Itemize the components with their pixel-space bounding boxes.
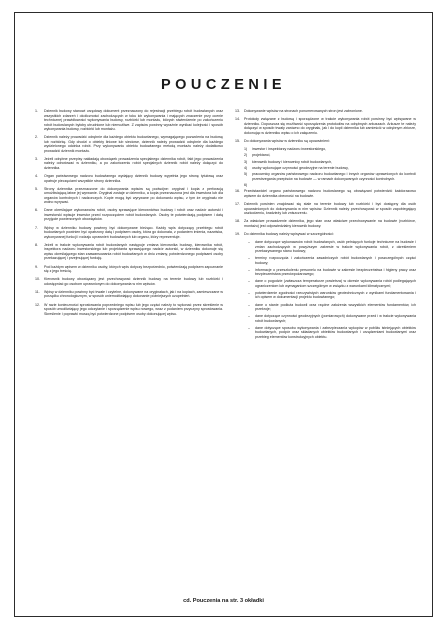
sub-item xyxy=(244,153,416,158)
item-text: Dane określające wykonawców robót, osoby sprawujące kierownictwo budowy i robót oraz nadzór autorski i inwestorski wpisuje inwestor przed rozpoczęciem robót budowlanych. Osoby te potwierdzają podpisem i datą przyjęcie powierzonych obowiązków. xyxy=(44,208,223,222)
sub-item-label: 2) xyxy=(244,153,248,158)
instruction-item xyxy=(235,117,416,135)
item-number: 4. xyxy=(35,174,38,179)
dash-item xyxy=(248,291,416,300)
left-column xyxy=(35,109,223,320)
dash-item xyxy=(248,279,416,288)
item-text: Jeżeli w trakcie wykonywania robót budowlanych następuje zmiana kierownika budowy, kierownika robót, inspektora nadzoru inwestorskiego lub projektanta sprawującego nadzór autorski, w dzienniku dokonuje się wpisu określającego stan zaawansowania robót budowlanych w dniu zmiany, potwierdzonego podpisami osoby przekazującej i przejmującej funkcję. xyxy=(44,242,223,261)
sub-item-text: inwestor i inspektorzy nadzoru inwestorskiego, xyxy=(252,147,327,152)
item-text: W razie konieczności sprostowania poprzedniego wpisu lub jego części należy to wykonać przez skreślenie w sposób umożliwiający jego odczytanie i sporządzenie wpisu nowego, wraz z podaniem przyczyny sprostowania. Skreślenie i poprawki muszą być potwierdzone podpisem osoby dokonującej wpisu. xyxy=(44,302,223,316)
dash-mark: – xyxy=(248,302,250,307)
dash-item-text: dane o stanie podłoża budowli oraz rzędne założenia wszystkich elementów fundamentów, ich przekroje; xyxy=(255,302,416,312)
dash-item xyxy=(248,256,416,265)
item-number: 10. xyxy=(35,277,40,282)
dash-item-text: informacje o przeszkoleniu personelu na budowie w zakresie bezpieczeństwa i higieny pracy oraz bezpieczeństwa przeciwpożarowego; xyxy=(255,267,416,277)
dash-mark: – xyxy=(248,267,250,272)
dash-mark: – xyxy=(248,256,250,261)
dash-item xyxy=(248,314,416,323)
instruction-item xyxy=(235,189,416,198)
dash-item xyxy=(248,326,416,340)
item-text: Przedstawiciel organu państwowego nadzoru budowlanego są obowiązani potwierdzić każdorazowo wpisem do dziennika obecność na budowie. xyxy=(244,189,416,198)
dash-mark: – xyxy=(248,279,250,284)
item-text: Dokonywanie wpisów na stronach ponumerowanych stron jest zabronione. xyxy=(244,109,363,113)
dash-item-text: dane dotyczące wykonawców robót budowlanych, osób pełniących funkcje techniczne na budowie i zmian zachodzących w powyższym zakresie w trakcie wykonywania robót, z określeniem przekazywanego stanu budowy; xyxy=(255,240,416,254)
dash-mark: – xyxy=(248,240,250,245)
item-text: Protokoły związane z budową i sporządzone w trakcie wykonywania robót powinny być wpisywane w dzienniku. Dopuszcza się możliwość sporządzenia protokołów na odrębnych arkuszach. Arkusze te należy dołączyć w sposób trwały zarówno do oryginału, jak i do kopii dziennika lub zamieścić w odrębnym zbiorze, dokonując w dzienniku wpisu o ich załączeniu. xyxy=(244,117,416,135)
sub-item-label: 4) xyxy=(244,165,248,170)
instruction-item xyxy=(35,135,223,153)
sub-item-label: 1) xyxy=(244,147,248,152)
dash-item xyxy=(248,240,416,254)
item-number: 17. xyxy=(235,202,240,207)
instruction-item xyxy=(35,277,223,286)
sub-item-label: 5) xyxy=(244,172,248,177)
instruction-item xyxy=(235,202,416,216)
instruction-item xyxy=(35,187,223,205)
sub-item xyxy=(244,147,416,152)
item-number: 5. xyxy=(35,186,38,191)
item-text: Jeżeli odrębne przepisy nakładają obowiązek prowadzenia specjalnego dziennika robót, fakt jego prowadzenia należy odnotować w dzienniku, a po zakończeniu robót specjalnych dziennik robót należy dołączyć do dziennika. xyxy=(44,156,223,170)
item-number: 15. xyxy=(235,138,240,143)
item-number: 13. xyxy=(235,109,240,113)
item-text: Dziennik należy prowadzić odrębnie dla każdego obiektu budowlanego, wymagającego pozwolenia na budowę lub rozbiórkę. Gdy chodzi o obiekty liniowe lub sieciowe, dziennik należy prowadzić odrębnie dla każdego wydzielonego odcinka robót. Przy wykonywaniu obiektu budowlanego metodą montażu należy dodatkowo prowadzić dziennik montażu. xyxy=(44,135,223,153)
item-number: 19. xyxy=(235,231,240,236)
page-title: POUCZENIE xyxy=(160,77,287,93)
item-text: Do dokonywania wpisów w dzienniku są upoważnieni: xyxy=(244,138,330,143)
item-text: Kierownik budowy obowiązany jest przechowywać dziennik budowy na terenie budowy lub rozbiórki i udostępniać go osobom uprawnionym do dokonywania w nim wpisów. xyxy=(44,277,223,286)
sub-item-text: projektanci, xyxy=(252,153,271,158)
sub-item-text: osoby wykonujące czynności geodezyjne na terenie budowy, xyxy=(252,165,349,170)
instruction-page xyxy=(14,12,433,617)
item-number: 9. xyxy=(35,264,38,269)
sub-item xyxy=(244,172,416,181)
dash-mark: – xyxy=(248,290,250,295)
item-number: 16. xyxy=(235,189,240,194)
sub-item-text: kierownik budowy i kierownicy robót budowlanych, xyxy=(252,159,333,164)
dash-item-text: dane dotyczące czynności geodezyjnych (pomiarowych) dokonywane przed i w trakcie wykonywania robót budowlanych; xyxy=(255,314,416,323)
dash-item-text: potwierdzenie zgodności rzeczywistych warunków geotechnicznych z wynikami fundamentowania i ich opisem w dokumentacji projektu budowlanego; xyxy=(255,290,416,300)
instruction-item xyxy=(35,208,223,222)
sub-item xyxy=(244,183,416,188)
item-number: 1. xyxy=(35,109,38,113)
sub-item xyxy=(244,166,416,171)
instruction-item xyxy=(35,157,223,171)
dash-item-text: terminy rozpoczęcia i zakończenia zasadniczych robót budowlanych i poszczególnych części budowy; xyxy=(255,256,416,265)
item-text: Strony dziennika przeznaczone do dokonywania wpisów są podwójne: oryginał i kopia z perforacją umożliwiającą łatwe jej wyrwanie. Oryginał zostaje w dzienniku, a kopia przeznaczona jest dla inwestora lub dla organów kontrolnych i nadzorczych. Kopie mogą być wyrywane po dokonaniu wpisu, z tym że oryginału nie wolno wyrywać. xyxy=(44,186,223,205)
sub-item xyxy=(244,160,416,165)
instruction-item xyxy=(35,265,223,274)
instruction-item xyxy=(35,174,223,183)
dash-item xyxy=(248,268,416,277)
sub-item-label: 3) xyxy=(244,159,248,164)
item-text: Do dziennika budowy należy wpisywać w szczególności: xyxy=(244,231,334,236)
item-text: Wpisy w dzienniku budowy powinny być dokonywane bieżąco. Każdy wpis dotyczący przebiegu robót budowlanych powinien być opatrzony datą i podpisem osoby, która go dokonała, z podaniem imienia, nazwiska, wykonywanej funkcji i rodzaju uprawnień budowlanych lub organu, który reprezentuje. xyxy=(44,225,223,239)
instruction-item xyxy=(35,109,223,132)
item-number: 2. xyxy=(35,135,38,140)
sub-item-text: pracownicy organów państwowego nadzoru budowlanego i innych organów uprawnionych do kontroli przestrzegania przepisów na budowie — w ramach dokonywanych czynności kontrolnych. xyxy=(252,172,416,181)
instruction-item xyxy=(235,139,416,144)
item-number: 7. xyxy=(35,225,38,230)
item-number: 14. xyxy=(235,117,240,122)
item-text: Pod każdym wpisem w dzienniku osoby, których wpis dotyczy bezpośrednio, potwierdzają podpisem zapoznanie się z jego treścią. xyxy=(44,264,223,273)
instruction-item xyxy=(35,290,223,299)
dash-mark: – xyxy=(248,314,250,319)
item-number: 3. xyxy=(35,156,38,161)
item-number: 11. xyxy=(35,289,40,294)
item-text: Organ państwowego nadzoru budowlanego wydający dziennik budowy wypełnia jego stronę tytułową oraz opatruje pieczęciami wszystkie strony dziennika. xyxy=(44,174,223,183)
instruction-item xyxy=(35,226,223,240)
sub-item-text xyxy=(252,183,416,188)
instruction-item xyxy=(35,243,223,261)
continuation-note: cd. Pouczenia na str. 3 okładki xyxy=(183,598,264,604)
instruction-item xyxy=(235,109,416,114)
sub-item-label: 6) xyxy=(244,183,248,188)
item-number: 6. xyxy=(35,208,38,213)
dash-item-text: dane o pogodzie (zwłaszcza temperaturze powietrza) w okresie wykonywania robót podlegających ograniczeniom lub wymaganiom szczególnym w związku z warunkami klimatycznymi; xyxy=(255,279,416,288)
right-column xyxy=(235,109,416,342)
item-text: Dziennik budowy stanowi urzędowy dokument przeznaczony do rejestracji przebiegu robót budowlanych oraz wszystkich zdarzeń i okoliczności zachodzących w toku ich wykonywania i mających znaczenie przy ocenie technicznej prawidłowości wykonywania budowy, rozbiórki lub montażu, których stwierdzenie po zakończeniu robót budowlanych byłoby utrudnione lub niemożliwe. Z zapisów powinny wyraźnie wynikać kolejność i sposób wykonywania budowy, rozbiórki lub montażu. xyxy=(44,109,223,131)
dash-mark: – xyxy=(248,325,250,330)
instruction-item xyxy=(235,232,416,237)
dash-item xyxy=(248,303,416,312)
item-text: Wpisy w dzienniku powinny być trwałe i czytelne, dokonywane na oryginałach, jak i na kopiach, zamieszczane w porządku chronologicznym, w sposób uniemożliwiający dokonanie późniejszych uzupełnień. xyxy=(44,289,223,299)
item-number: 12. xyxy=(35,302,40,307)
item-number: 8. xyxy=(35,242,38,247)
item-text: Dziennik powinien znajdować się stale na terenie budowy lub rozbiórki i być dostępny dla osób upoważnionych do dokonywania w nim wpisów. Dziennik należy przechowywać w sposób zapobiegający uszkodzeniu, kradzieży lub zniszczeniu. xyxy=(244,202,416,216)
instruction-item xyxy=(235,219,416,228)
dash-item-text: dane dotyczące sposobu wykonywania i zabezpieczania wykopów w pobliżu istniejących obiektów budowlanych, podpór oraz składanych obiektów budowlanych i urządzeniami budowlanymi oraz przebieg elementów konstrukcyjnych obiektu. xyxy=(255,325,416,339)
item-text: Za właściwe prowadzenie dziennika, jego stan oraz właściwe przechowywanie na budowie (rozbiórce, montażu) jest odpowiedzialny kierownik budowy. xyxy=(244,219,416,228)
item-number: 18. xyxy=(235,219,240,224)
instruction-item xyxy=(35,303,223,317)
